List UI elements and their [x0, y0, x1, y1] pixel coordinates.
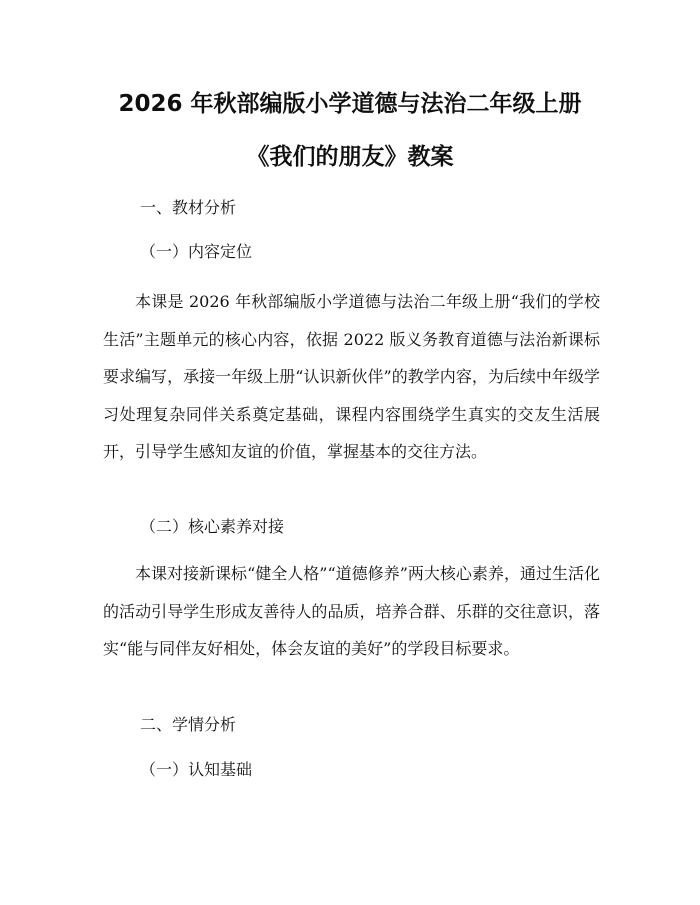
subsection-heading-content-positioning: （一）内容定位 — [140, 242, 253, 261]
section-heading-learner-analysis: 二、学情分析 — [140, 715, 237, 734]
document-title-line-1: 2026 年秋部编版小学道德与法治二年级上册 — [118, 91, 582, 117]
subsection-heading-cognitive-basis: （一）认知基础 — [140, 760, 253, 779]
paragraph-content-positioning: 本课是 2026 年秋部编版小学道德与法治二年级上册“我们的学校生活”主题单元的核心内容，依据 2022 版义务教育道德与法治新课标要求编写，承接一年级上册“认识新伙伴”的教学内容，为后续中年级学习处理复杂同伴关系奠定基础，课程内容围绕学生真实的交友生活展开，引导学生感知友谊的价值，掌握基本的交往方法。 — [103, 292, 600, 461]
paragraph-core-literacy: 本课对接新课标“健全人格”“道德修养”两大核心素养，通过生活化的活动引导学生形成友善待人的品质，培养合群、乐群的交往意识，落实“能与同伴友好相处，体会友谊的美好”的学段目标要求。 — [103, 564, 600, 658]
document-title-line-2: 《我们的朋友》教案 — [246, 144, 454, 170]
subsection-heading-core-literacy: （二）核心素养对接 — [140, 517, 285, 536]
section-heading-textbook-analysis: 一、教材分析 — [140, 198, 237, 217]
